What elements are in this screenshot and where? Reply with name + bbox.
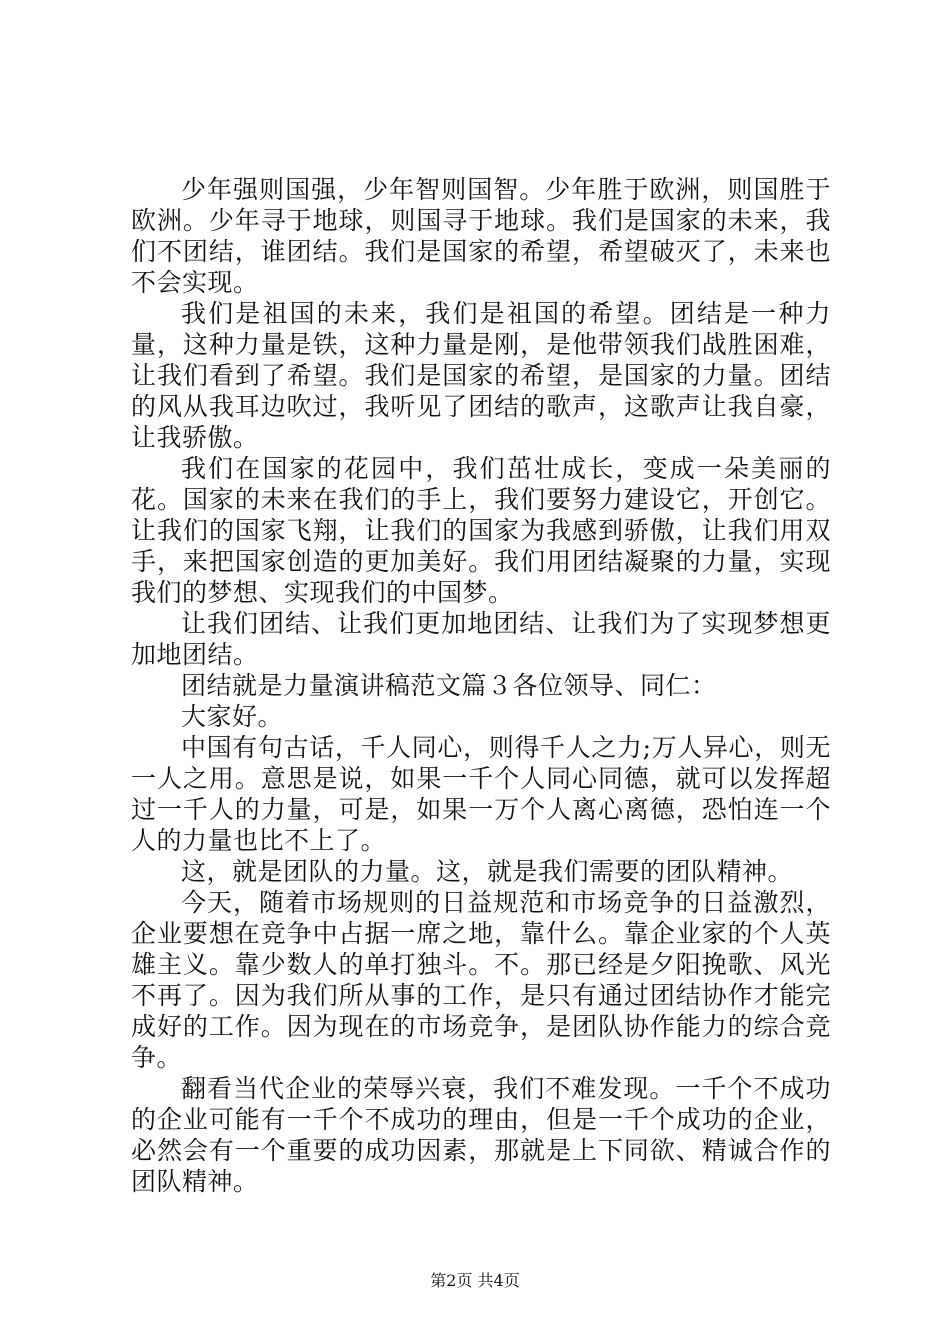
paragraph: 翻看当代企业的荣辱兴衰，我们不难发现。一千个不成功的企业可能有一千个不成功的理由，但是一千个成功的企业，必然会有一个重要的成功因素，那就是上下同欲、精诚合作的团队精神。 bbox=[131, 1074, 831, 1196]
paragraph: 我们在国家的花园中，我们茁壮成长，变成一朵美丽的花。国家的未来在我们的手上，我们要努力建设它，开创它。让我们的国家飞翔，让我们的国家为我感到骄傲，让我们用双手，来把国家创造的更加美好。我们用团结凝聚的力量，实现我们的梦想、实现我们的中国梦。 bbox=[131, 454, 831, 607]
section-heading: 团结就是力量演讲稿范文篇３各位领导、同仁： bbox=[181, 671, 717, 700]
page-number-footer: 第2页 共4页 bbox=[430, 1271, 520, 1290]
paragraph: 中国有句古话，千人同心，则得千人之力;万人异心，则无一人之用。意思是说，如果一千个人同心同德，就可以发挥超过一千人的力量，可是，如果一万个人离心离德，恐怕连一个人的力量也比不上了。 bbox=[131, 733, 831, 855]
paragraph: 让我们团结、让我们更加地团结、让我们为了实现梦想更加地团结。 bbox=[131, 609, 831, 669]
paragraph: 少年强则国强，少年智则国智。少年胜于欧洲，则国胜于欧洲。少年寻于地球，则国寻于地球。我们是国家的未来，我们不团结，谁团结。我们是国家的希望，希望破灭了，未来也不会实现。 bbox=[131, 175, 831, 297]
paragraph: 今天，随着市场规则的日益规范和市场竞争的日益激烈，企业要想在竞争中占据一席之地，靠什么。靠企业家的个人英雄主义。靠少数人的单打独斗。不。那已经是夕阳挽歌、风光不再了。因为我们所从事的工作，是只有通过团结协作才能完成好的工作。因为现在的市场竞争，是团队协作能力的综合竞争。 bbox=[131, 888, 831, 1072]
paragraph: 这，就是团队的力量。这，就是我们需要的团队精神。 bbox=[181, 857, 794, 886]
paragraph: 我们是祖国的未来，我们是祖国的希望。团结是一种力量，这种力量是铁，这种力量是刚，是他带领我们战胜困难，让我们看到了希望。我们是国家的希望，是国家的力量。团结的风从我耳边吹过，我听见了团结的歌声，这歌声让我自豪，让我骄傲。 bbox=[131, 299, 831, 452]
document-body bbox=[131, 174, 831, 1197]
greeting: 大家好。 bbox=[181, 702, 284, 731]
